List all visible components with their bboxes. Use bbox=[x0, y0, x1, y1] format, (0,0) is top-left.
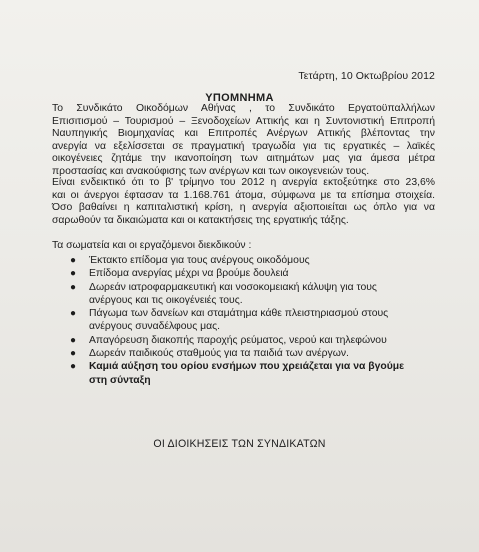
bullet-icon: ● bbox=[70, 334, 77, 346]
demand-text-line: Δωρεάν ιατροφαρμακευτική και νοσοκομειακή κάλυψη για τους bbox=[89, 281, 377, 293]
demand-item bbox=[68, 281, 438, 308]
demand-text-line: ανέργους συναδέλφους μας. bbox=[89, 321, 220, 333]
demand-text-line: ανέργους και τις οικογένειές τους. bbox=[89, 294, 243, 306]
bullet-icon: ● bbox=[70, 268, 77, 280]
paragraph-line: προστασίας και ανακούφισης των ανέργων και των οικογενειών τους. bbox=[52, 165, 370, 177]
demand-text-line: στη σύνταξη bbox=[89, 374, 151, 386]
bullet-icon: ● bbox=[70, 361, 77, 373]
demand-item bbox=[68, 307, 438, 334]
demand-text-line: Δωρεάν παιδικούς σταθμούς για τα παιδιά των ανέργων. bbox=[89, 348, 349, 360]
paragraph-line: και οι άνεργοι έφτασαν τα 1.168.761 άτομα, σύμφωνα με τα επίσημα στοιχεία. bbox=[52, 189, 435, 201]
bullet-icon: ● bbox=[70, 308, 77, 320]
paragraph-line: ανεργία να εξελίσσεται σε πραγματική τραγωδία για τις εργατικές – λαϊκές bbox=[52, 140, 435, 152]
demands-intro: Τα σωματεία και οι εργαζόμενοι διεκδικούν : bbox=[52, 240, 252, 251]
bullet-icon: ● bbox=[70, 255, 77, 266]
paragraph-line: σαρωθούν τα δικαιώματα και οι κατακτήσεις της εργατικής τάξης. bbox=[52, 214, 349, 226]
demands-list bbox=[68, 254, 438, 387]
document-title: ΥΠΟΜΝΗΜΑ bbox=[205, 92, 274, 104]
demand-text-line: Καμιά αύξηση του ορίου ενσήμων που χρειάζεται για να βγούμε bbox=[89, 361, 405, 373]
unemployment-paragraph bbox=[52, 177, 435, 227]
bullet-icon: ● bbox=[70, 348, 77, 360]
demand-item bbox=[68, 360, 438, 387]
bullet-icon: ● bbox=[70, 281, 77, 293]
paragraph-line: οικογένειες ζητάμε την ικανοποίηση των αιτημάτων μας για άμεσα μέτρα bbox=[52, 153, 435, 165]
intro-paragraph bbox=[52, 103, 435, 179]
demand-text-line: Απαγόρευση διακοπής παροχής ρεύματος, νερού και τηλεφώνου bbox=[89, 334, 387, 346]
paragraph-line: Το Συνδικάτο Οικοδόμων Αθήνας , το Συνδικάτο Εργατοϋπαλλήλων bbox=[52, 103, 435, 114]
paragraph-line: Είναι ενδεικτικό ότι το β' τρίμηνο του 2012 η ανεργία εκτοξεύτηκε στο 23,6% bbox=[52, 177, 435, 188]
paragraph-line: Ναυπηγικής Βιομηχανίας και Επιτροπές Ανέργων Αττικής βλέποντας την bbox=[52, 128, 435, 140]
demand-item bbox=[68, 267, 438, 280]
demand-text-line: Επίδομα ανεργίας μέχρι να βρούμε δουλειά bbox=[89, 268, 289, 280]
signature: ΟΙ ΔΙΟΙΚΗΣΕΙΣ ΤΩΝ ΣΥΝΔΙΚΑΤΩΝ bbox=[153, 438, 326, 450]
demand-text-line: Πάγωμα των δανείων και σταμάτημα κάθε πλειστηριασμού στους bbox=[89, 308, 389, 320]
demand-item bbox=[68, 334, 438, 347]
demand-text-line: Έκτακτο επίδομα για τους ανέργους οικοδόμους bbox=[89, 255, 310, 266]
paragraph-line: Επισιτισμού – Τουρισμού – Ξενοδοχείων Αττικής και η Συντονιστική Επιτροπή bbox=[52, 115, 435, 127]
demand-item bbox=[68, 347, 438, 360]
demand-item bbox=[68, 254, 438, 267]
document-date: Τετάρτη, 10 Οκτωβρίου 2012 bbox=[298, 70, 435, 82]
paragraph-line: Όσο βαθαίνει η καπιταλιστική κρίση, η ανεργία αξιοποιείται ως όπλο για να bbox=[52, 202, 435, 214]
